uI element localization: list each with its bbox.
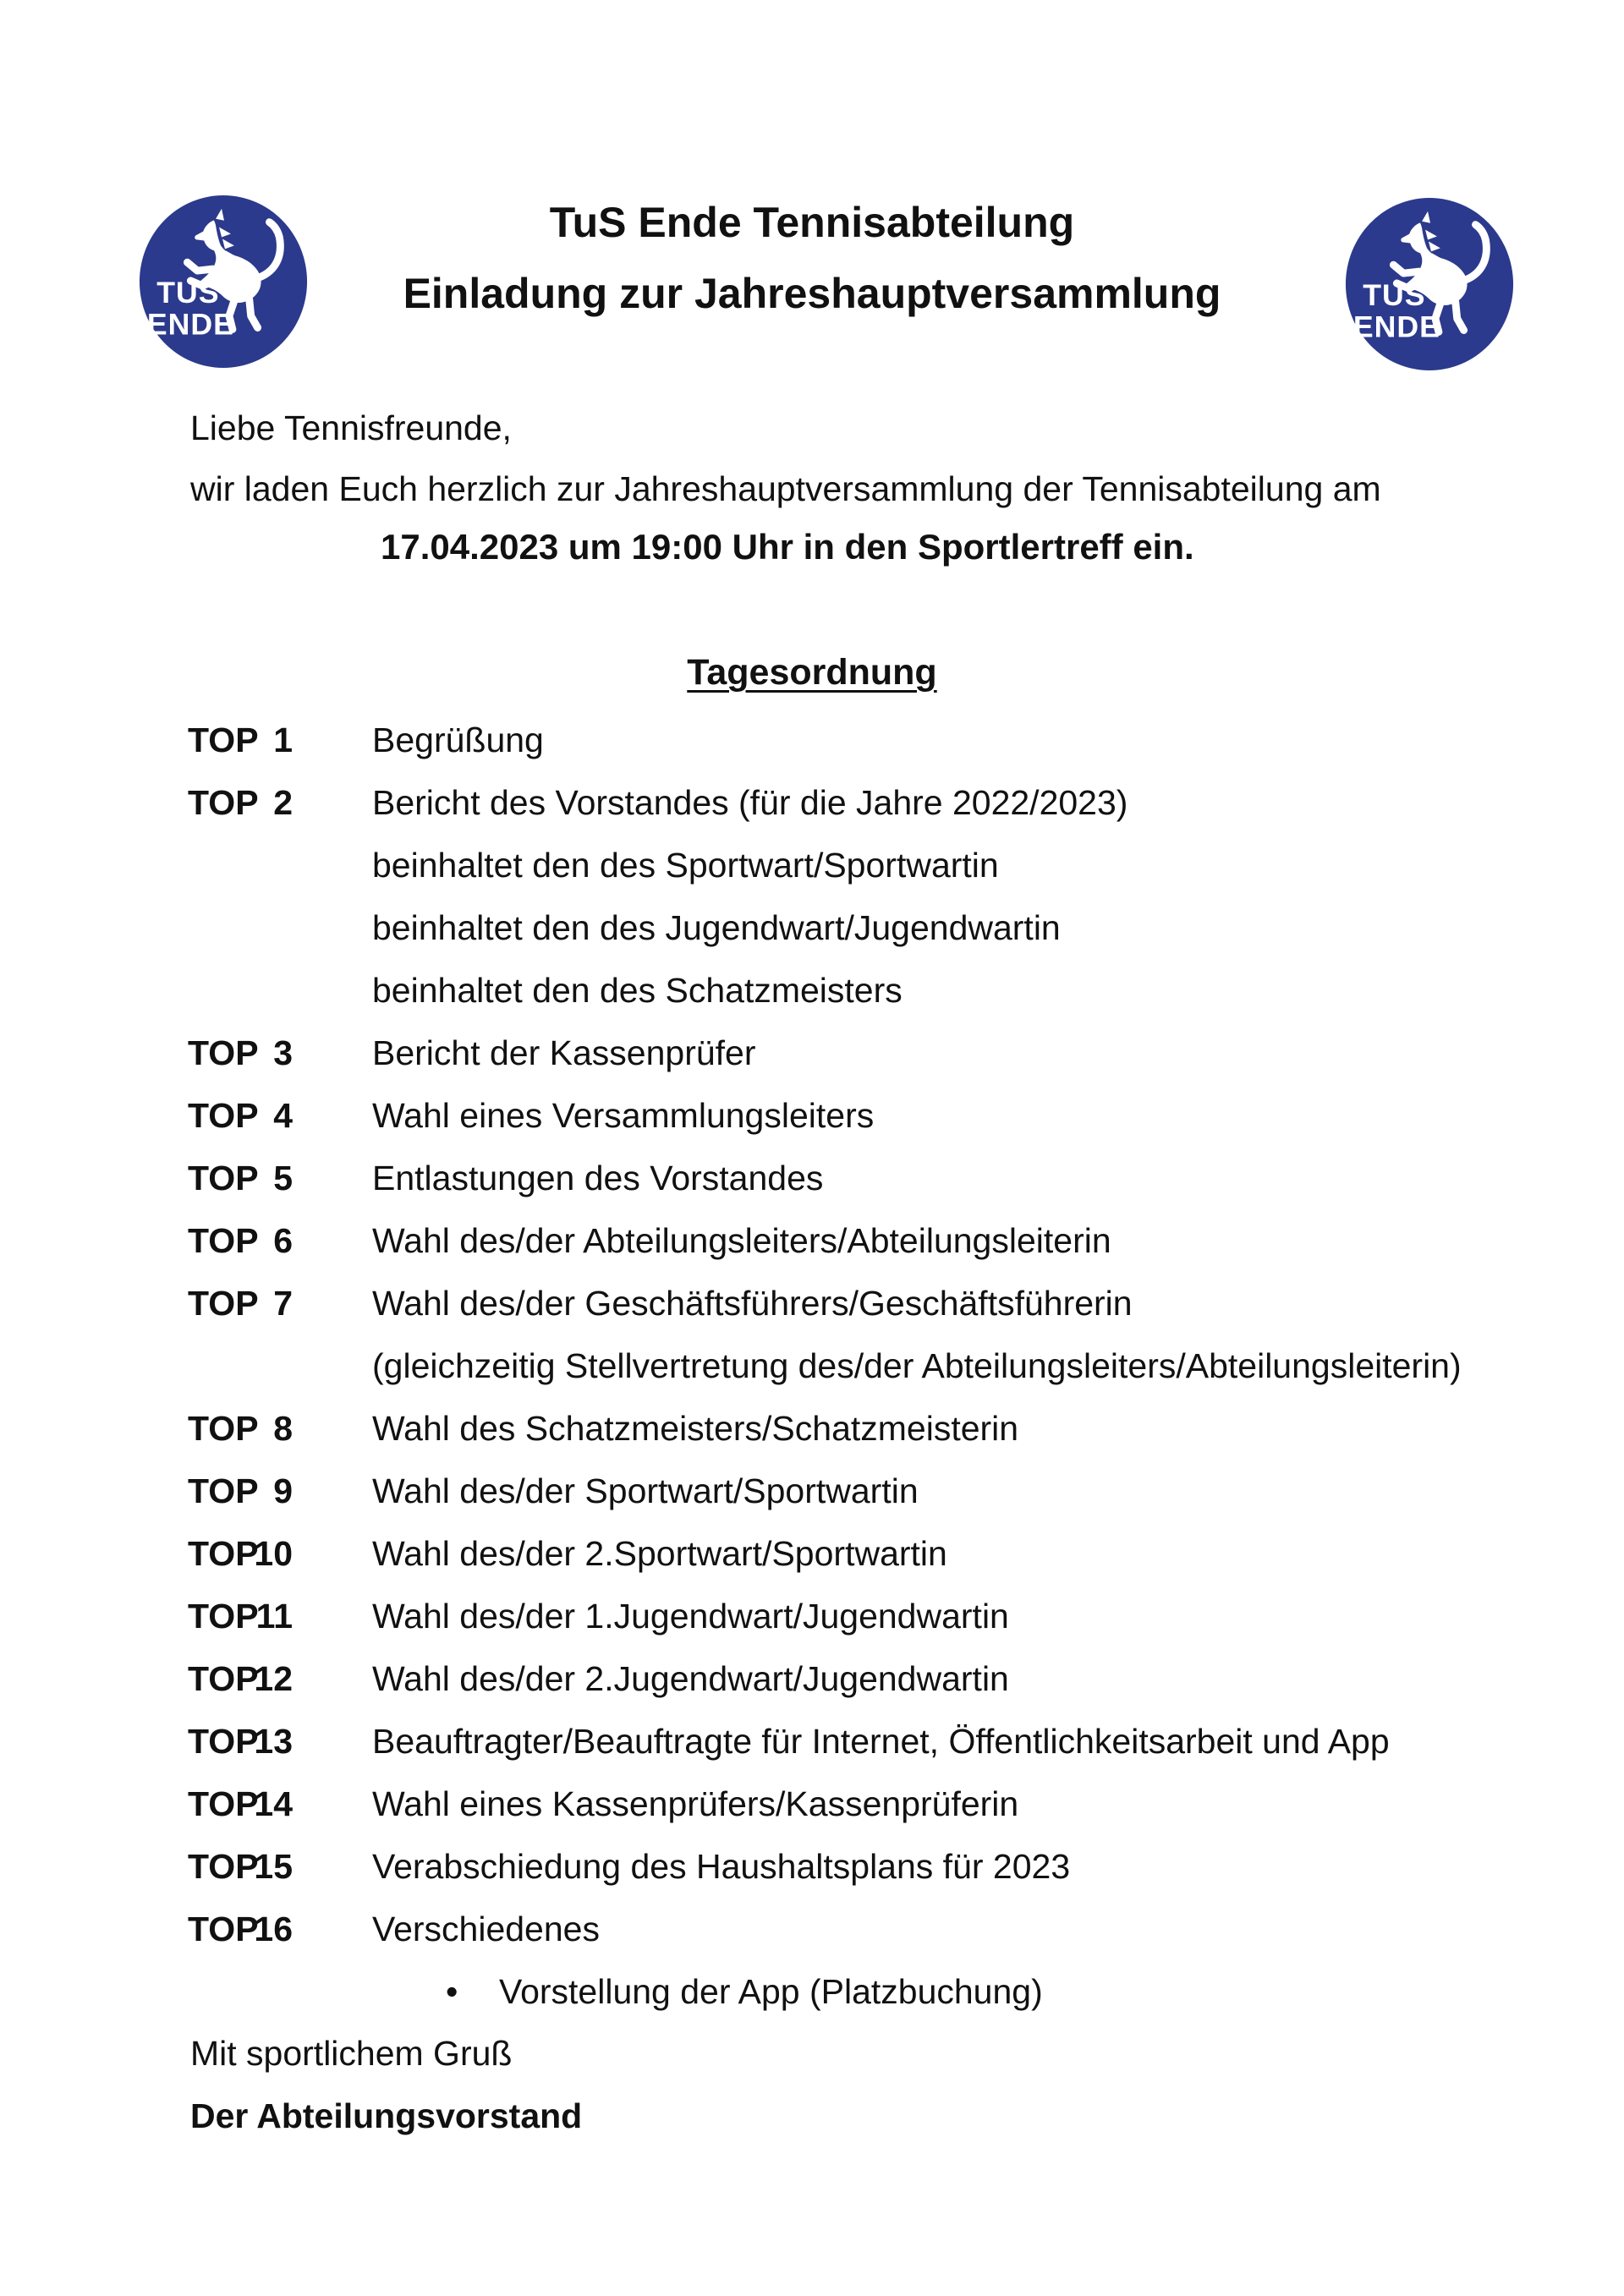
agenda-item-number: 4 [273, 1096, 293, 1135]
agenda-item-text: Wahl des/der 2.Sportwart/Sportwartin [372, 1534, 947, 1573]
agenda-item-number: 6 [273, 1221, 293, 1260]
agenda-item-text: Entlastungen des Vorstandes [372, 1159, 824, 1197]
agenda-item-label: TOP [188, 1784, 259, 1823]
agenda-row [0, 1159, 1624, 1206]
agenda-item-text: Bericht der Kassenprüfer [372, 1033, 756, 1072]
agenda-heading-text: Tagesordnung [687, 652, 937, 693]
agenda-item-label: TOP [188, 1284, 259, 1323]
bullet-icon: • [446, 1972, 458, 2011]
meeting-date-line: 17.04.2023 um 19:00 Uhr in den Sportlertreff ein. [381, 527, 1194, 567]
agenda-item-label: TOP [188, 1409, 259, 1448]
agenda-row [0, 721, 1624, 768]
agenda-item-number: 7 [273, 1284, 293, 1323]
agenda-item-label: TOP [188, 1471, 259, 1510]
agenda-item-text: Wahl des/der Sportwart/Sportwartin [372, 1471, 919, 1510]
agenda-item-text: Wahl des/der Abteilungsleiters/Abteilungsleiterin [372, 1221, 1111, 1260]
agenda-item-number: 9 [273, 1471, 293, 1510]
agenda-item-number: 2 [273, 783, 293, 822]
agenda-item-label: TOP [188, 1597, 259, 1636]
agenda-item-number: 13 [254, 1722, 293, 1761]
closing-signature: Der Abteilungsvorstand [190, 2096, 583, 2135]
agenda-row [0, 1033, 1624, 1081]
agenda-row [0, 1784, 1624, 1832]
agenda-item-label: TOP [188, 1159, 259, 1197]
logo-text-top: TUS [156, 275, 220, 310]
agenda-item-text: Wahl des/der 2.Jugendwart/Jugendwartin [372, 1659, 1009, 1698]
logo-text-top: TUS [1363, 277, 1426, 312]
agenda-item-label: TOP [188, 1221, 259, 1260]
agenda-row [0, 1722, 1624, 1769]
agenda-row [0, 1471, 1624, 1519]
agenda-heading [0, 653, 1624, 693]
document-title: TuS Ende Tennisabteilung [549, 199, 1075, 246]
agenda-item-label: TOP [188, 1659, 259, 1698]
agenda-item-label: TOP [188, 783, 259, 822]
agenda-item-number: 12 [254, 1659, 293, 1698]
agenda-row [0, 1096, 1624, 1143]
agenda-item-number: 15 [254, 1847, 293, 1886]
agenda-item-text: Verschiedenes [372, 1910, 600, 1948]
agenda-row [0, 1221, 1624, 1269]
agenda-item-text: Wahl eines Versammlungsleiters [372, 1096, 875, 1135]
agenda-item-number: 5 [273, 1159, 293, 1197]
agenda-item-label: TOP [188, 1910, 259, 1948]
agenda-row [0, 846, 1624, 893]
closing-greeting: Mit sportlichem Gruß [190, 2034, 513, 2073]
logo-text-bottom: ENDE [146, 307, 234, 342]
agenda-item-number: 14 [254, 1784, 293, 1823]
invitation-line: wir laden Euch herzlich zur Jahreshauptversammlung der Tennisabteilung am [190, 469, 1381, 508]
agenda-item-text: Bericht des Vorstandes (für die Jahre 2022/2023) [372, 783, 1128, 822]
agenda-row [0, 1910, 1624, 1957]
agenda-item-label: TOP [188, 1033, 259, 1072]
agenda-row [0, 1284, 1624, 1331]
agenda-item-text: Wahl eines Kassenprüfers/Kassenprüferin [372, 1784, 1019, 1823]
agenda-row [0, 783, 1624, 830]
agenda-item-label: TOP [188, 1722, 259, 1761]
agenda-item-label: TOP [188, 721, 259, 759]
agenda-item-number: 16 [254, 1910, 293, 1948]
agenda-item-text: Begrüßung [372, 721, 544, 759]
agenda-row [0, 1346, 1624, 1394]
agenda-row [0, 1534, 1624, 1581]
agenda-item-text: beinhaltet den des Sportwart/Sportwartin [372, 846, 999, 885]
logo-text-bottom: ENDE [1352, 310, 1440, 344]
salutation-line: Liebe Tennisfreunde, [190, 408, 512, 447]
agenda-item-label: TOP [188, 1096, 259, 1135]
document-subtitle: Einladung zur Jahreshauptversammlung [403, 270, 1221, 317]
agenda-row [0, 1597, 1624, 1644]
agenda-item-text: Wahl des/der 1.Jugendwart/Jugendwartin [372, 1597, 1009, 1636]
agenda-item-text: beinhaltet den des Jugendwart/Jugendwartin [372, 908, 1061, 947]
agenda-row [0, 908, 1624, 956]
agenda-item-text: (gleichzeitig Stellvertretung des/der Abteilungsleiters/Abteilungsleiterin) [372, 1346, 1462, 1385]
agenda-item-label: TOP [188, 1534, 259, 1573]
agenda-row [0, 1659, 1624, 1707]
agenda-item-number: 3 [273, 1033, 293, 1072]
agenda-bullet-text: Vorstellung der App (Platzbuchung) [499, 1972, 1043, 2011]
agenda-bullet-row [0, 1972, 1624, 2019]
agenda-item-text: Beauftragter/Beauftragte für Internet, Öffentlichkeitsarbeit und App [372, 1722, 1390, 1761]
agenda-item-number: 1 [273, 721, 293, 759]
agenda-row [0, 1409, 1624, 1456]
agenda-row [0, 1847, 1624, 1894]
agenda-item-label: TOP [188, 1847, 259, 1886]
agenda-item-number: 11 [255, 1597, 293, 1636]
agenda-item-text: beinhaltet den des Schatzmeisters [372, 971, 903, 1010]
agenda-item-text: Verabschiedung des Haushaltsplans für 2023 [372, 1847, 1071, 1886]
agenda-item-text: Wahl des/der Geschäftsführers/Geschäftsführerin [372, 1284, 1133, 1323]
agenda-item-text: Wahl des Schatzmeisters/Schatzmeisterin [372, 1409, 1019, 1448]
agenda-item-number: 10 [254, 1534, 293, 1573]
agenda-item-number: 8 [273, 1409, 293, 1448]
agenda-row [0, 971, 1624, 1018]
